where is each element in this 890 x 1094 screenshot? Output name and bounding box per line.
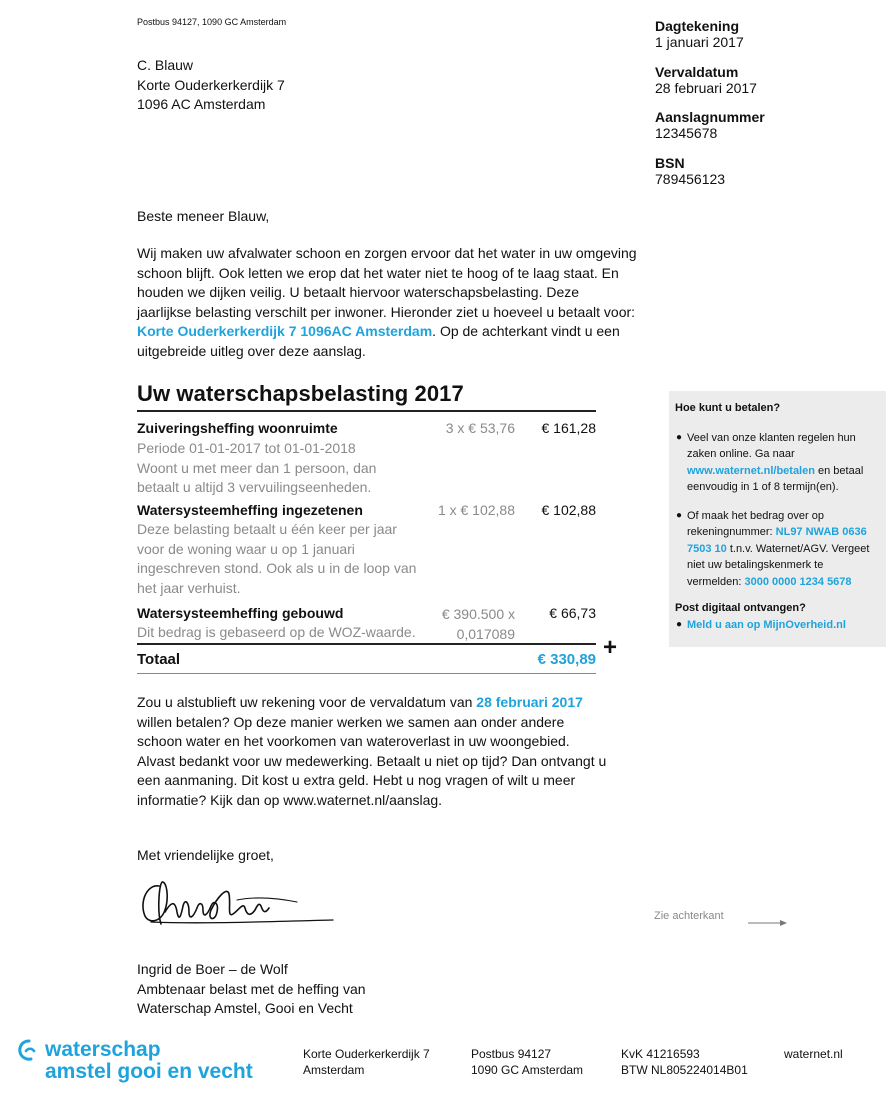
logo-line1: waterschap <box>45 1038 161 1061</box>
greeting: Beste meneer Blauw, <box>137 208 270 224</box>
bullet-icon: ● <box>676 618 683 630</box>
title-rule <box>137 410 596 412</box>
row1-desc-line: Woont u met meer dan 1 persoon, dan <box>137 459 377 476</box>
wave-logo-icon <box>18 1039 40 1061</box>
mijnoverheid-link[interactable]: Meld u aan op MijnOverheid.nl <box>687 618 846 631</box>
intro-paragraph <box>137 244 637 361</box>
row2-desc-line: voor de woning waar u op 1 januari <box>137 540 355 557</box>
footer-address-line: Korte Ouderkerkerdijk 7 <box>303 1047 430 1061</box>
total-label: Totaal <box>137 651 181 668</box>
row1-calc: 3 x € 53,76 <box>445 420 515 436</box>
bsn-label: BSN <box>655 154 685 171</box>
row2-desc-line: het jaar verhuist. <box>137 579 241 596</box>
payment-option-online <box>675 430 879 496</box>
payment-transfer-after: t.n.v. Waternet/AGV. Vergeet niet uw betalingskenmerk te vermelden: <box>687 542 870 588</box>
assessment-value: 12345678 <box>655 125 718 141</box>
payment-online-after: en betaal eenvoudig in 1 of 8 termijn(en). <box>687 464 864 493</box>
signer <box>137 960 366 1019</box>
digital-mail-option <box>675 617 879 634</box>
bottom-rule <box>137 673 596 674</box>
row2-amount: € 102,88 <box>541 502 596 518</box>
due-label: Vervaldatum <box>655 63 739 80</box>
sender-line: Postbus 94127, 1090 GC Amsterdam <box>137 17 287 27</box>
footer-kvk: KvK 41216593 <box>621 1047 700 1061</box>
row1-amount: € 161,28 <box>541 420 596 436</box>
row2-title: Watersysteemheffing ingezetenen <box>137 502 363 518</box>
payment-link[interactable]: www.waternet.nl/betalen <box>687 464 815 477</box>
signer-role: Ambtenaar belast met de heffing van <box>137 980 366 997</box>
bullet-icon: ● <box>676 431 683 443</box>
regards: Met vriendelijke groet, <box>137 847 274 863</box>
row3-title: Watersysteemheffing gebouwd <box>137 605 344 621</box>
bsn-value: 789456123 <box>655 170 726 187</box>
closing-after: willen betalen? Op deze manier werken we samen aan onder andere schoon water en het voorkomen van wateroverlast in uw woongebied. Alvast bedankt voor uw medewerking. Betaalt u niet op tijd? Dan ontvangt u een aanmaning. Dit kost u extra geld. Hebt u nog vragen of wilt u meer informatie? Kijk dan op www.waternet.nl/aanslag. <box>137 713 607 808</box>
bullet-icon: ● <box>676 509 683 521</box>
payment-option-transfer <box>675 508 879 591</box>
closing-paragraph <box>137 693 607 810</box>
footer-address <box>303 1046 430 1078</box>
payment-reference: 3000 0000 1234 5678 <box>744 575 852 588</box>
signer-name: Ingrid de Boer – de Wolf <box>137 961 288 977</box>
logo-line2: amstel gooi en vecht <box>45 1060 253 1083</box>
letter-meta <box>655 18 765 200</box>
row1-desc-line: Periode 01-01-2017 tot 01-01-2018 <box>137 440 356 456</box>
row3-calc-line: 0,017089 <box>456 625 515 642</box>
footer-address-line: Amsterdam <box>303 1063 365 1077</box>
digital-mail-heading: Post digitaal ontvangen? <box>675 602 806 614</box>
recipient-street: Korte Ouderkerkerdijk 7 <box>137 76 285 93</box>
intro-text: Wij maken uw afvalwater schoon en zorgen ervoor dat het water in uw omgeving schoon blijft. Ook letten we erop dat het water niet te hoog of te laag staat. En houden we dijken veilig. U betaalt hiervoor waterschapsbelasting. Deze jaarlijkse belasting verschilt per inwoner. Hieronder ziet u hoeveel u betaalt voor: <box>137 245 637 320</box>
intro-address-highlight: Korte Ouderkerkerdijk 7 1096AC Amsterdam <box>137 323 433 339</box>
total-rule <box>137 643 596 645</box>
intro-text-after: . Op de achterkant vindt u een uitgebreide uitleg over deze aanslag. <box>137 323 620 359</box>
signature <box>137 872 337 947</box>
row2-desc-line: ingeschreven stond. Ook als u in de loop van <box>137 560 417 576</box>
recipient-address <box>137 56 285 115</box>
footer-postbus-line: Postbus 94127 <box>471 1047 552 1061</box>
recipient-city: 1096 AC Amsterdam <box>137 96 266 112</box>
signer-role: Waterschap Amstel, Gooi en Vecht <box>137 1000 353 1016</box>
footer-postbus-line: 1090 GC Amsterdam <box>471 1063 584 1077</box>
row1-desc-line: betaalt u altijd 3 vervuilingseenheden. <box>137 479 372 495</box>
row2-calc: 1 x € 102,88 <box>437 502 515 518</box>
recipient-name: C. Blauw <box>137 57 194 73</box>
see-back-label: Zie achterkant <box>654 910 724 922</box>
payment-transfer-text: Of maak het bedrag over op rekeningnummer: <box>687 509 824 538</box>
date-label: Dagtekening <box>655 18 740 34</box>
arrow-right-icon <box>748 914 788 932</box>
footer-btw: BTW NL805224014B01 <box>621 1063 748 1077</box>
due-value: 28 februari 2017 <box>655 79 757 96</box>
footer-postbus <box>471 1046 583 1078</box>
tax-title: Uw waterschapsbelasting 2017 <box>137 381 464 406</box>
closing-date: 28 februari 2017 <box>476 694 583 710</box>
assessment-label: Aanslagnummer <box>655 109 765 125</box>
waterschap-logo <box>18 1039 253 1083</box>
iban: NL97 NWAB 0636 7503 10 <box>687 526 867 555</box>
footer-registration <box>621 1046 748 1078</box>
closing-before: Zou u alstublieft uw rekening voor de vervaldatum van <box>137 694 473 710</box>
footer-website[interactable]: waternet.nl <box>784 1047 843 1061</box>
payment-online-text: Veel van onze klanten regelen hun zaken online. Ga naar <box>687 431 856 460</box>
row2-desc-line: Deze belasting betaalt u één keer per jaar <box>137 521 397 537</box>
payment-sidebar <box>669 391 886 647</box>
payment-heading: Hoe kunt u betalen? <box>675 402 781 414</box>
plus-icon: + <box>603 634 618 661</box>
row3-amount: € 66,73 <box>549 605 596 621</box>
date-value: 1 januari 2017 <box>655 34 744 50</box>
row2-description <box>137 520 427 598</box>
total-amount: € 330,89 <box>537 651 596 668</box>
row1-title: Zuiveringsheffing woonruimte <box>137 420 338 436</box>
row3-calc-line: € 390.500 x <box>441 606 515 622</box>
row1-description <box>137 439 427 498</box>
row3-description: Dit bedrag is gebaseerd op de WOZ-waarde. <box>137 624 416 640</box>
